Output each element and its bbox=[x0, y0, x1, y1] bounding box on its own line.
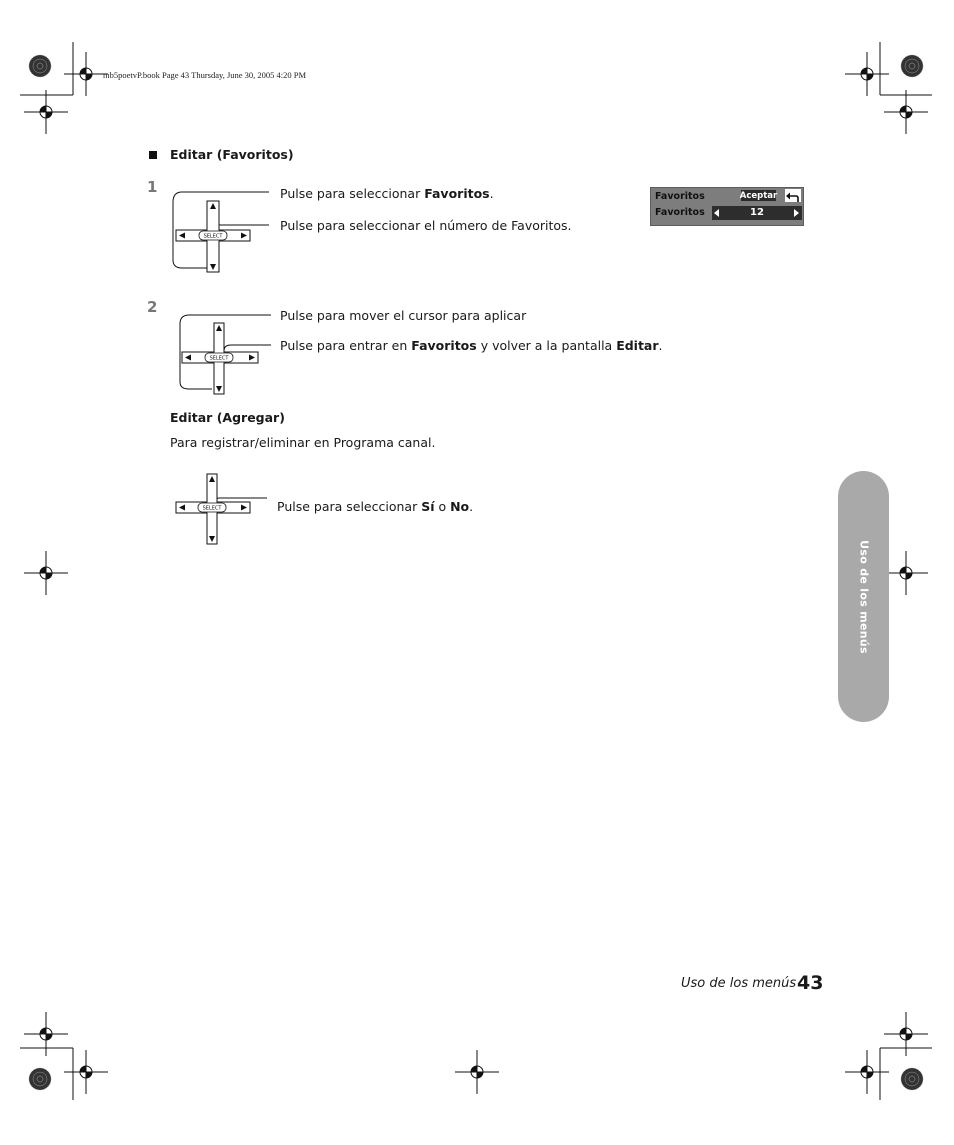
agregar-instruction-si-no: Pulse para seleccionar Sí o No. bbox=[277, 499, 474, 514]
section-title-agregar: Editar (Agregar) bbox=[170, 410, 285, 425]
section2-description: Para registrar/eliminar en Programa canal. bbox=[170, 435, 436, 450]
dpad-diagram-step2 bbox=[176, 308, 276, 398]
print-header-note: mb5poetvP.book Page 43 Thursday, June 30, 2005 4:20 PM bbox=[103, 70, 307, 80]
osd-value: 12 bbox=[750, 207, 764, 218]
osd-row-label: Favoritos bbox=[655, 207, 705, 218]
osd-accept-button: Aceptar bbox=[739, 190, 778, 201]
step1-instruction-select-number: Pulse para seleccionar el número de Favoritos. bbox=[280, 218, 572, 233]
step-number-1: 1 bbox=[147, 178, 158, 196]
dpad-diagram-agregar bbox=[170, 470, 270, 550]
chapter-side-tab-label: Uso de los menús bbox=[857, 539, 870, 654]
step1-instruction-select-favoritos: Pulse para seleccionar Favoritos. bbox=[280, 186, 494, 201]
dpad-diagram-step1 bbox=[170, 186, 275, 276]
select-button-label: SELECT bbox=[202, 505, 222, 512]
osd-favoritos-panel bbox=[650, 187, 804, 226]
step2-instruction-enter-favoritos: Pulse para entrar en Favoritos y volver a la pantalla Editar. bbox=[280, 338, 663, 353]
osd-value-selector bbox=[712, 206, 802, 220]
select-button-label: SELECT bbox=[209, 355, 229, 362]
select-button-label: SELECT bbox=[203, 233, 223, 240]
step-number-2: 2 bbox=[147, 298, 158, 316]
chapter-side-tab bbox=[838, 471, 889, 722]
section-title-favoritos: Editar (Favoritos) bbox=[170, 147, 294, 162]
back-arrow-icon bbox=[785, 189, 801, 202]
bullet-square bbox=[149, 151, 157, 159]
osd-right-arrow-icon bbox=[794, 209, 800, 217]
page-number: 43 bbox=[797, 972, 824, 994]
step2-instruction-move-cursor: Pulse para mover el cursor para aplicar bbox=[280, 308, 527, 323]
osd-title: Favoritos bbox=[655, 191, 705, 202]
osd-row-favoritos bbox=[653, 206, 801, 221]
footer-chapter-title: Uso de los menús bbox=[681, 976, 797, 991]
